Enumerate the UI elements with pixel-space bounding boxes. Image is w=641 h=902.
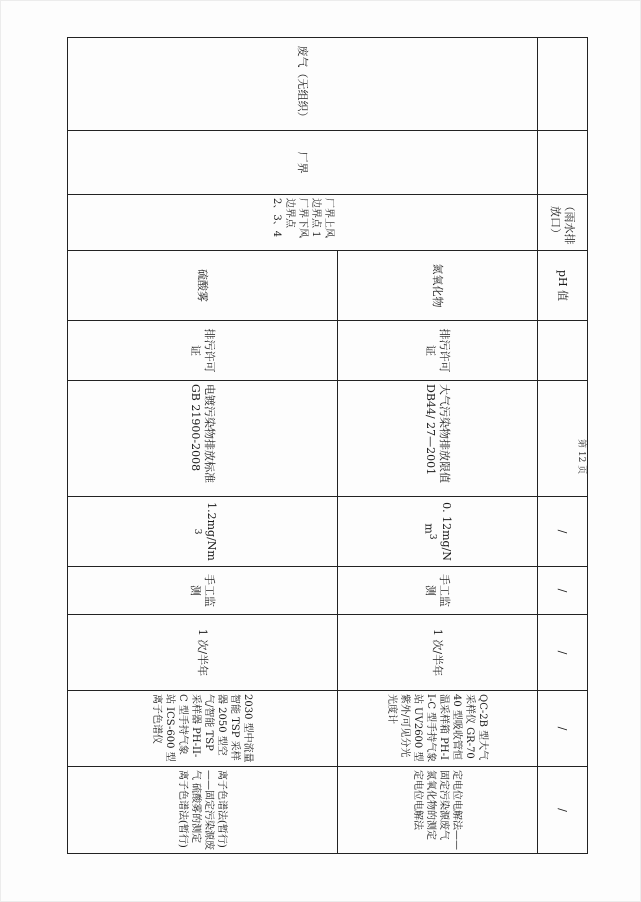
cell-item: pH 值 — [538, 251, 588, 321]
cell-instrument: QC-2B 型大气采样仪 GR-7040 型吸收管恒温采样箱 PH-II-C 型手持气象站 UV2600 型紫外/可见分光光度计 — [338, 691, 538, 767]
limit-value: 1.2mg/Nm — [205, 502, 219, 561]
cell-limit — [338, 497, 538, 567]
cell-method: 手工监测 — [338, 567, 538, 615]
limit-value: 0. 12mg/Nm — [422, 502, 454, 561]
cell-instrument: / — [538, 691, 588, 767]
cell-standard: 电镀污染物排放标准 GB 21900-2008 — [68, 381, 338, 497]
cell-analysis-method: 离子色谱法(暂行)——固定污染源废气 硫酸雾的测定 离子色谱法(暂行) — [68, 767, 338, 854]
page-number: 第 12 页 — [576, 439, 586, 475]
table-row — [338, 38, 538, 854]
cell-frequency: 1 次/半年 — [338, 615, 538, 691]
cell-location: 厂界 — [68, 131, 538, 195]
cell-instrument: 2030 型中流量智能 TSP 采样器 2050 型空气/智能 TSP 采样器 PH-II-C 型手持气象站 ICS-600 型离子色谱仪 — [68, 691, 338, 767]
rotated-table-container — [68, 37, 588, 853]
cell-item: 氮氧化物 — [338, 251, 538, 321]
cell-monitor-point: 厂界上风边界点 1 厂界下风边界点 2、3、4 — [68, 195, 538, 251]
cell-method: / — [538, 567, 588, 615]
cell-limit — [68, 497, 338, 567]
cell-standard: 大气污染物排放限值 DB44/ 27—2001 — [338, 381, 538, 497]
limit-unit-exponent: 3 — [427, 533, 439, 540]
cell-limit: / — [538, 497, 588, 567]
cell-method: 手工监测 — [68, 567, 338, 615]
monitoring-table — [67, 37, 588, 854]
cell-analysis-method: / — [538, 767, 588, 854]
cell-frequency: / — [538, 615, 588, 691]
cell-analysis-method: 定电位电解法——固定污染源废气 氮氧化物的测定 定电位电解法 — [338, 767, 538, 854]
cell-basis — [538, 321, 588, 381]
cell-item: 硫酸雾 — [68, 251, 338, 321]
cell-basis: 排污许可证 — [338, 321, 538, 381]
cell-frequency: 1 次/半年 — [68, 615, 338, 691]
cell-category — [538, 38, 588, 131]
cell-category: 废气（无组织） — [68, 38, 538, 131]
cell-monitor-point: （雨水排放口） — [538, 195, 588, 251]
limit-unit-exponent: 3 — [192, 528, 204, 535]
cell-location — [538, 131, 588, 195]
cell-basis: 排污许可证 — [68, 321, 338, 381]
